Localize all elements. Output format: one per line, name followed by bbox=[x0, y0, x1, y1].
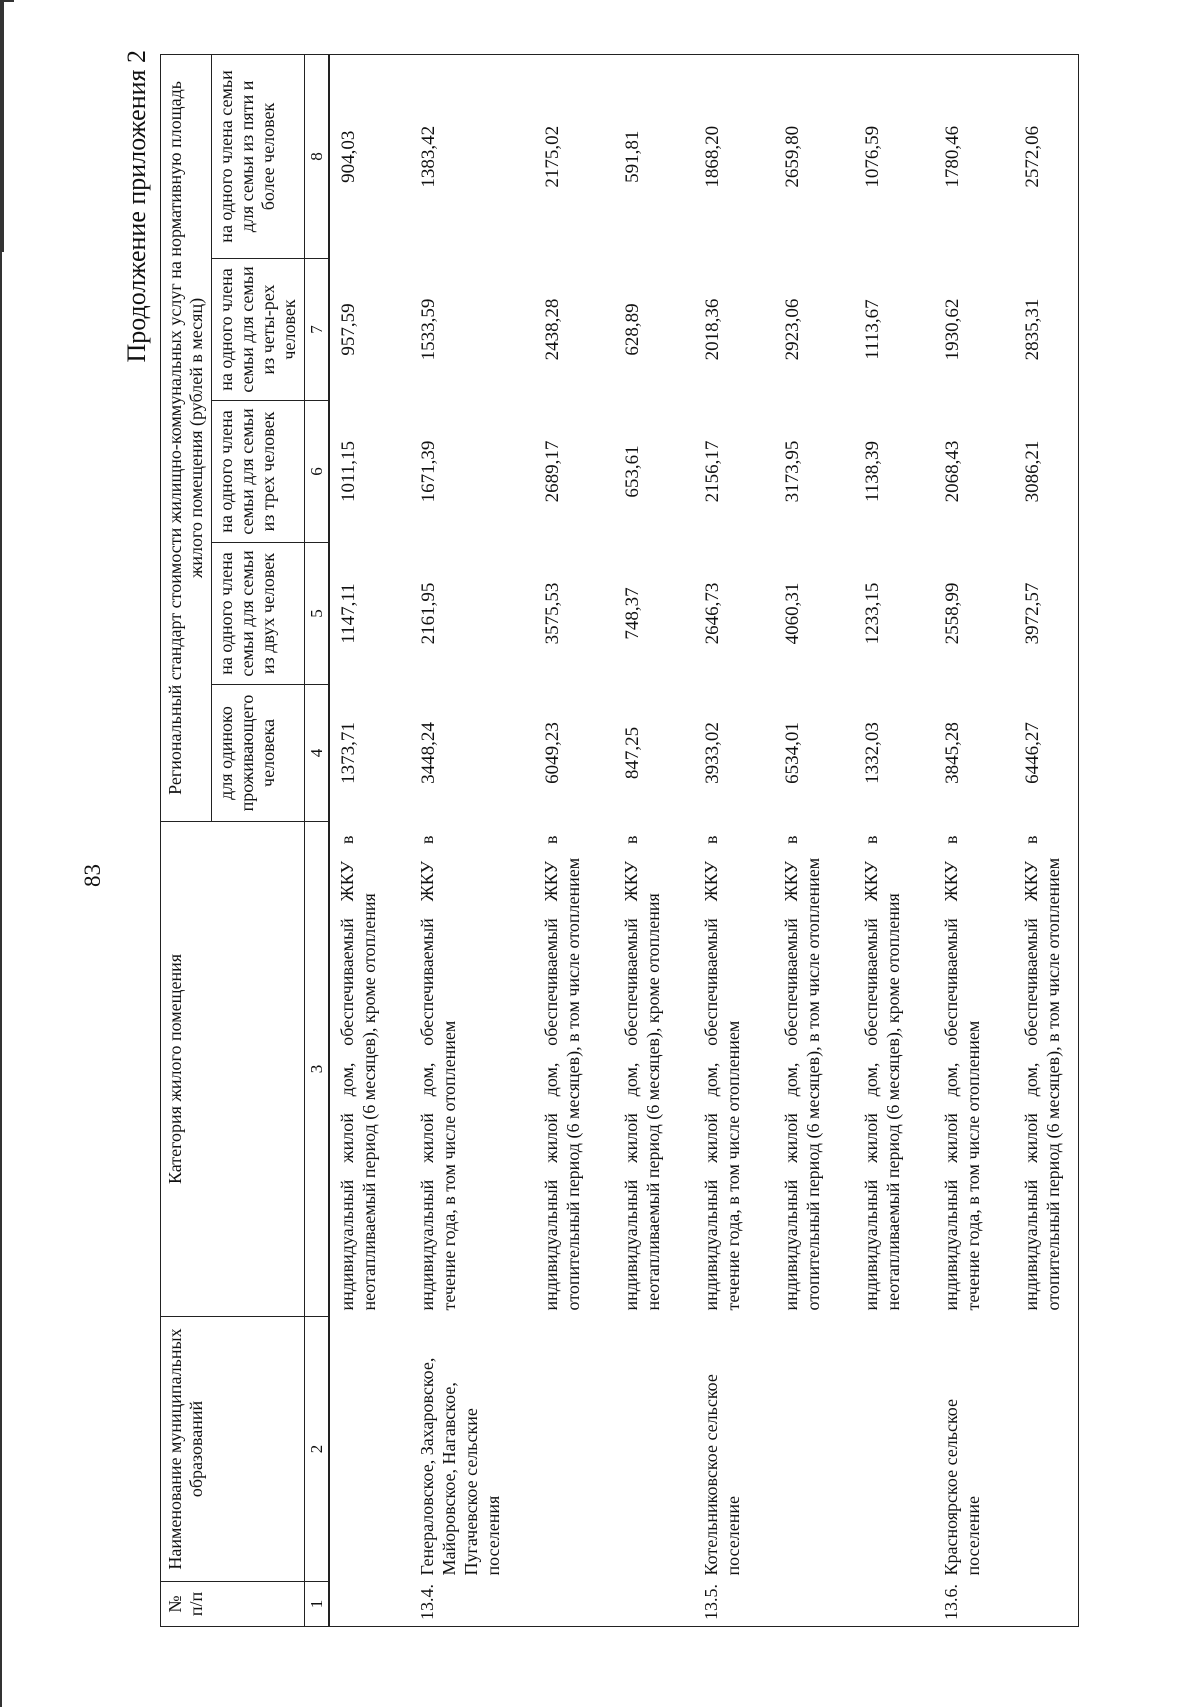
municipality-name bbox=[854, 1317, 934, 1582]
housing-category: индивидуальный жилой дом, обеспечиваемый ЖКУ в неотапливаемый период (6 месяцев), кроме отопления bbox=[861, 835, 903, 1311]
table-row bbox=[854, 54, 934, 1626]
table-row bbox=[410, 54, 534, 1626]
column-number: 8 bbox=[305, 54, 330, 258]
standard-value: 2018,36 bbox=[702, 298, 723, 361]
standard-value: 1868,20 bbox=[694, 54, 774, 258]
standard-value: 591,81 bbox=[614, 54, 694, 258]
standard-value: 3086,21 bbox=[1014, 401, 1079, 543]
header-sub-4: на одного члена семьи для семьи из четы-рех человек bbox=[212, 259, 305, 401]
column-number: 7 bbox=[305, 259, 330, 401]
standard-value: 1780,46 bbox=[934, 54, 1014, 258]
standard-value: 2923,06 bbox=[782, 298, 803, 361]
standard-value: 1332,03 bbox=[862, 722, 883, 784]
standard-value: 6049,23 bbox=[542, 722, 563, 784]
standard-value: 2161,95 bbox=[418, 582, 439, 645]
municipality-name bbox=[614, 1317, 694, 1582]
table-row bbox=[774, 54, 854, 1626]
row-number bbox=[1014, 1582, 1079, 1627]
header-sub-3: на одного члена семьи для семьи из трех человек bbox=[212, 401, 305, 543]
standard-value: 1930,62 bbox=[942, 298, 963, 361]
standard-value: 2438,28 bbox=[542, 298, 563, 361]
housing-category: индивидуальный жилой дом, обеспечиваемый ЖКУ в течение года, в том числе отоплением bbox=[941, 835, 983, 1311]
header-no: № п/п bbox=[161, 1582, 305, 1627]
header-category: Категория жилого помещения bbox=[161, 822, 305, 1317]
standard-value: 2175,02 bbox=[534, 54, 614, 258]
standard-value: 628,89 bbox=[622, 303, 643, 356]
standard-value: 3448,24 bbox=[418, 722, 439, 784]
municipality-name bbox=[329, 1317, 410, 1582]
standard-value: 1671,39 bbox=[418, 440, 439, 503]
column-number: 4 bbox=[305, 685, 330, 822]
table-row bbox=[934, 54, 1014, 1626]
table-row bbox=[329, 54, 410, 1626]
housing-category: индивидуальный жилой дом, обеспечиваемый ЖКУ в течение года, в том числе отоплением bbox=[417, 835, 459, 1311]
row-number bbox=[534, 1582, 614, 1627]
header-sub-5: на одного члена семьи для семьи из пяти и более человек bbox=[212, 54, 305, 258]
header-group: Региональный стандарт стоимости жилищно-коммунальных услуг на нормативную площадь жилого помещения (рублей в месяц) bbox=[161, 54, 212, 821]
housing-category: индивидуальный жилой дом, обеспечиваемый ЖКУ в отопительный период (6 месяцев), в том числе отоплением bbox=[1014, 822, 1079, 1317]
standard-value: 3173,95 bbox=[782, 440, 803, 503]
column-number: 1 bbox=[305, 1582, 330, 1627]
column-number: 2 bbox=[305, 1317, 330, 1582]
standard-value: 3972,57 bbox=[1014, 543, 1079, 685]
standard-value: 2689,17 bbox=[542, 440, 563, 503]
standard-value: 904,03 bbox=[329, 54, 410, 258]
municipality-name bbox=[534, 1317, 614, 1582]
municipality-name: Красноярское сельское поселение bbox=[941, 1398, 983, 1576]
standard-value: 2558,99 bbox=[942, 582, 963, 645]
standard-value: 2156,17 bbox=[702, 440, 723, 503]
housing-category: индивидуальный жилой дом, обеспечиваемый ЖКУ в течение года, в том числе отоплением bbox=[701, 835, 743, 1311]
row-number bbox=[774, 1582, 854, 1627]
header-sub-2: на одного члена семьи для семьи из двух человек bbox=[212, 543, 305, 685]
table-body bbox=[329, 54, 1079, 1626]
appendix-title: Продолжение приложения 2 bbox=[122, 50, 151, 363]
table-row bbox=[614, 54, 694, 1626]
standard-value: 2068,43 bbox=[942, 440, 963, 503]
header-sub-1: для одиноко проживающего человека bbox=[212, 685, 305, 822]
standard-value: 3575,53 bbox=[542, 582, 563, 645]
municipality-name bbox=[774, 1317, 854, 1582]
municipality-name: Генераловское, Захаровское, Майоровское, Нагавское, Пугачевское сельские поселения bbox=[417, 1357, 503, 1576]
municipality-name bbox=[1014, 1317, 1079, 1582]
column-number: 3 bbox=[305, 822, 330, 1317]
municipality-name: Котельниковское сельское поселение bbox=[701, 1374, 743, 1576]
housing-category: индивидуальный жилой дом, обеспечиваемый ЖКУ в отопительный период (6 месяцев), в том числе отоплением bbox=[541, 835, 583, 1311]
housing-category: индивидуальный жилой дом, обеспечиваемый ЖКУ в неотапливаемый период (6 месяцев), кроме отопления bbox=[337, 835, 379, 1311]
standard-value: 2659,80 bbox=[774, 54, 854, 258]
row-number: 13.6. bbox=[934, 1582, 1014, 1627]
column-number: 5 bbox=[305, 543, 330, 685]
standard-value: 2835,31 bbox=[1014, 259, 1079, 401]
standard-value: 1383,42 bbox=[410, 54, 534, 258]
page-number: 83 bbox=[80, 864, 105, 887]
standard-value: 1373,71 bbox=[338, 722, 359, 784]
standard-value: 3933,02 bbox=[702, 722, 723, 784]
standard-value: 2572,06 bbox=[1014, 54, 1079, 258]
header-municipality: Наименование муниципальных образований bbox=[161, 1317, 305, 1582]
standard-value: 1138,39 bbox=[862, 440, 883, 503]
row-number: 13.4. bbox=[410, 1582, 534, 1627]
column-number: 6 bbox=[305, 401, 330, 543]
standard-value: 653,61 bbox=[622, 445, 643, 498]
standard-value: 6446,27 bbox=[1014, 685, 1079, 822]
standard-value: 1533,59 bbox=[418, 298, 439, 361]
housing-category: индивидуальный жилой дом, обеспечиваемый ЖКУ в отопительный период (6 месяцев), в том числе отоплением bbox=[781, 835, 823, 1311]
standard-value: 4060,31 bbox=[782, 582, 803, 645]
standard-value: 748,37 bbox=[622, 587, 643, 640]
table-row bbox=[534, 54, 614, 1626]
standard-value: 1113,67 bbox=[862, 299, 883, 360]
row-number bbox=[329, 1582, 410, 1627]
standard-value: 1076,59 bbox=[854, 54, 934, 258]
standard-value: 847,25 bbox=[622, 726, 643, 780]
standard-value: 3845,28 bbox=[942, 722, 963, 784]
standard-value: 1147,11 bbox=[338, 583, 359, 644]
table-row bbox=[694, 54, 774, 1626]
standard-value: 2646,73 bbox=[702, 582, 723, 645]
housing-category: индивидуальный жилой дом, обеспечиваемый ЖКУ в неотапливаемый период (6 месяцев), кроме отопления bbox=[621, 835, 663, 1311]
standard-value: 957,59 bbox=[338, 303, 359, 356]
standard-value: 6534,01 bbox=[782, 722, 803, 784]
row-number bbox=[854, 1582, 934, 1627]
row-number bbox=[614, 1582, 694, 1627]
standard-value: 1233,15 bbox=[862, 582, 883, 645]
standard-value: 1011,15 bbox=[338, 440, 359, 503]
table-row bbox=[1014, 54, 1079, 1626]
standards-table bbox=[160, 54, 1079, 1627]
row-number: 13.5. bbox=[694, 1582, 774, 1627]
